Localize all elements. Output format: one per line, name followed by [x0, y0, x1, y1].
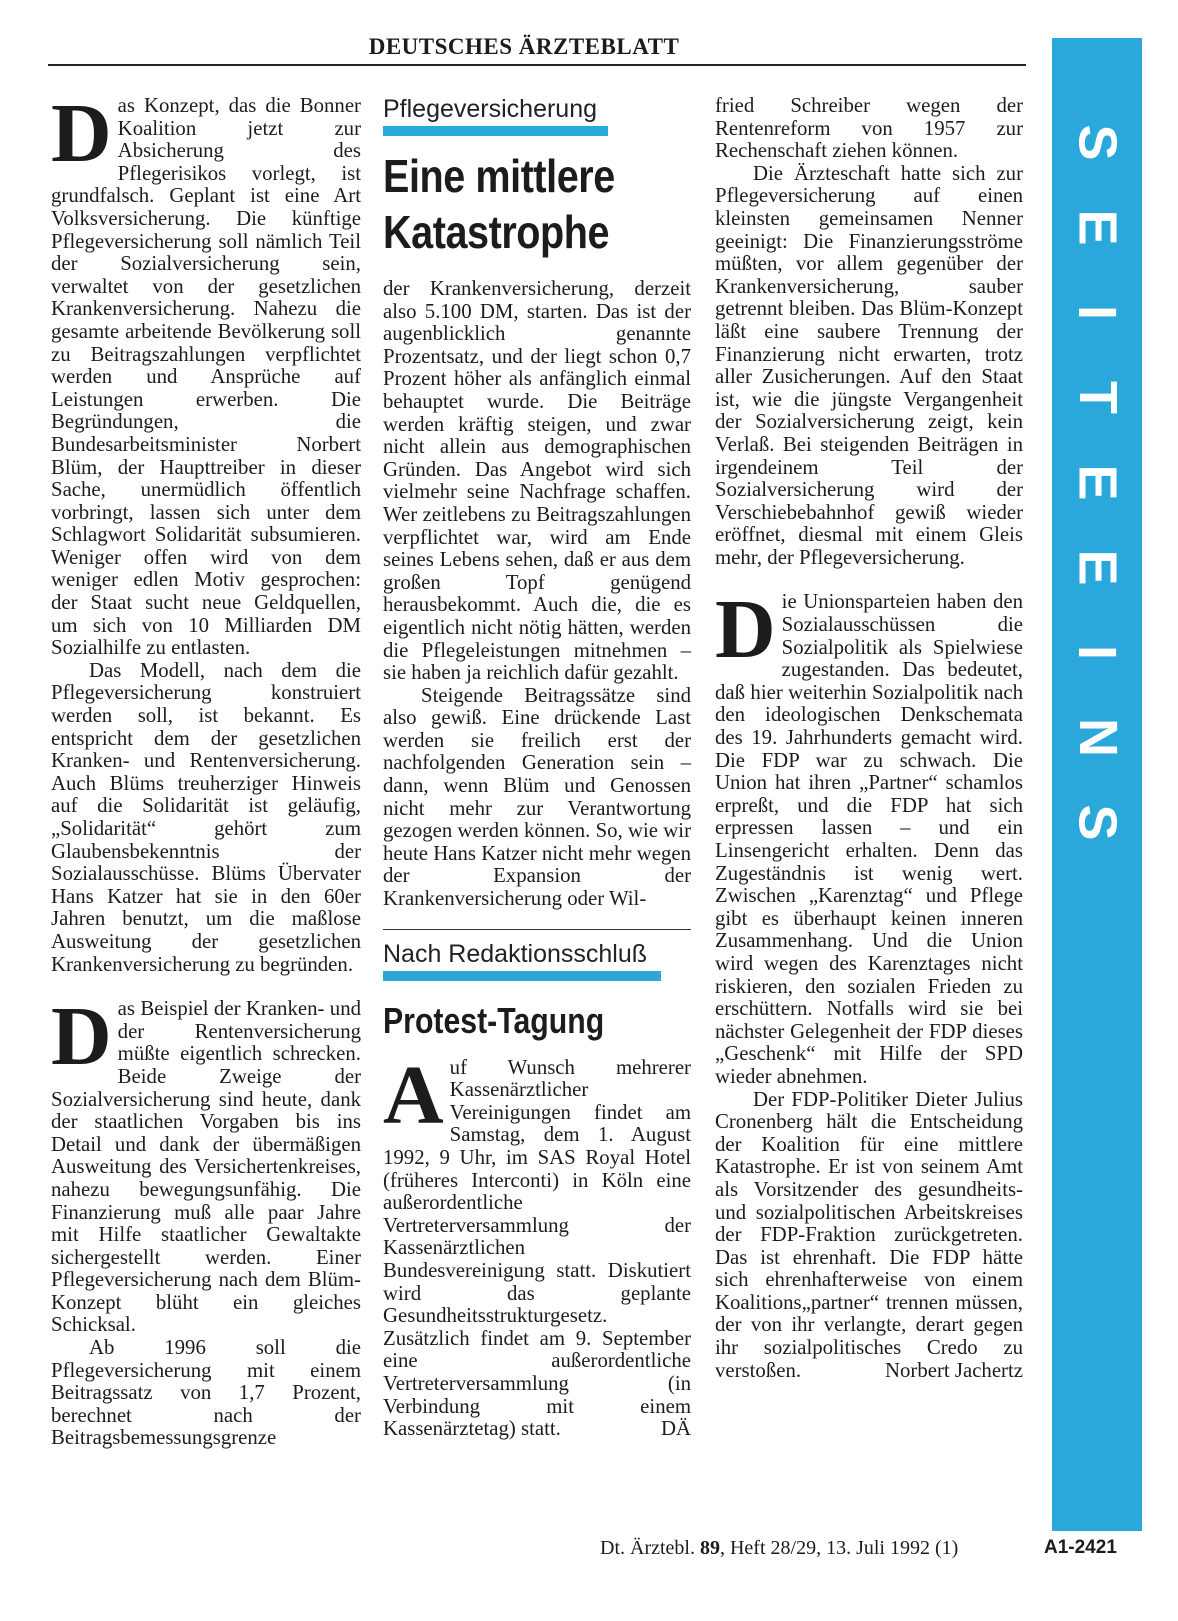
- paragraph: Die Unionsparteien haben den Sozialausschüssen die Sozialpolitik als Spielwiese zugestanden. Das bedeutet, daß hier weiterhin Sozialpolitik nach den ideologischen Denkschemata des 19. Jahrhunderts gemacht wird. Die FDP war zu schwach. Die Union hat ihren „Partner“ schamlos erpreßt, und die FDP hat sich erpressen lassen – und ein Linsengericht erhalten. Denn das Zugeständnis ist wenig wert. Zwischen „Karenztag“ und Pflege gibt es überhaupt keinen inneren Zusammenhang. Und die Union wird wegen des Karenztages nicht riskieren, den sozialen Frieden zu erschüttern. Notfalls wird sie bei nächster Gelegenheit der FDP dieses „Geschenk“ mit Hilfe der SPD wieder abnehmen.: [715, 583, 1023, 1088]
- page-number: A1-2421: [1044, 1537, 1117, 1558]
- paragraph: Steigende Beitragssätze sind also gewiß. Eine drückende Last werden sie freilich erst der nachfolgenden Generation sein – dann, wenn Blüm und Genossen nicht mehr zur Verantwortung gezogen werden können. So, wie wir heute Hans Katzer nicht mehr wegen der Expansion der Krankenversicherung oder Wil-: [383, 683, 691, 911]
- page-footer: Dt. Ärztebl. 89, Heft 28/29, 13. Juli 1992 (1): [600, 1537, 959, 1559]
- column-1: [51, 87, 361, 1450]
- sidebar-letter: I: [1067, 644, 1128, 661]
- paragraph: fried Schreiber wegen der Rentenreform von 1957 zur Rechenschaft ziehen können.: [715, 94, 1023, 163]
- kicker-bar: [383, 971, 661, 981]
- paragraph: Auf Wunsch mehrerer Kassenärztlicher Vereinigungen findet am Samstag, dem 1. August 1992, 9 Uhr, im SAS Royal Hotel (früheres Interconti) in Köln eine außerordentliche Vertreterversammlung der Kassenärztlichen Bundesvereinigung statt. Diskutiert wird das geplante Gesundheitsstrukturgesetz. Zusätzlich findet am 9. September eine außerordentliche Vertreterversammlung (in Verbindung mit einem Kassenärztetag) statt. DÄ: [383, 1048, 691, 1441]
- drop-cap: D: [51, 990, 112, 1084]
- article-headline: Eine mittlere Katastrophe: [383, 150, 615, 258]
- paragraph: Ab 1996 soll die Pflegeversicherung mit einem Beitragssatz von 1,7 Prozent, berechnet nach der Beitragsbemessungsgrenze: [51, 1336, 361, 1450]
- seite-eins-sidebar: [1052, 38, 1142, 1531]
- paragraph: Der FDP-Politiker Dieter Julius Cronenberg hält die Entscheidung der Koalition für eine mittlere Katastrophe. Er ist von seinem Amt als Vorsitzender des gesundheits- und sozialpolitischen Arbeitskreises der FDP-Fraktion zurückgetreten. Das ist ehrenhaft. Die FDP hätte sich ehrenhafterweise von einem Koalitions„partner“ trennen müssen, der von ihr verlangte, derart gegen ihr sozialpolitisches Credo zu verstoßen. Norbert Jachertz: [715, 1087, 1023, 1382]
- sidebar-letter: S: [1067, 124, 1128, 161]
- article-kicker: Pflegeversicherung: [383, 95, 598, 123]
- news-kicker: Nach Redaktionsschluß: [383, 939, 648, 968]
- sidebar-letter: E: [1067, 549, 1128, 586]
- author-signature: Norbert Jachertz: [885, 1358, 1023, 1382]
- paragraph: Das Beispiel der Kranken- und der Rentenversicherung müßte eigentlich schrecken. Beide Zweige der Sozialversicherung sind heute, dank der staatlichen Vorgaben bis ins Detail und dank der übermäßigen Ausweitung des Versichertenkreises, nahezu bewegungsunfähig. Die Finanzierung muß alle paar Jahre mit Hilfe staatlicher Gewaltakte sichergestellt werden. Einer Pflegeversicherung nach dem Blüm-Konzept blüht ein gleiches Schicksal.: [51, 990, 361, 1337]
- column-2: [383, 95, 691, 1441]
- section-rule: [383, 929, 691, 930]
- column-3: [715, 95, 1023, 1382]
- drop-cap: D: [715, 583, 776, 677]
- news-headline: Protest-Tagung: [383, 999, 605, 1041]
- paragraph: Die Ärzteschaft hatte sich zur Pflegeversicherung auf einen kleinsten gemeinsamen Nenner geeinigt: Die Finanzierungsströme müßten, vor allem gegenüber der Krankenversicherung, sauber getrennt bleiben. Das Blüm-Konzept läßt eine saubere Trennung der Finanzierung nicht erwarten, trotz aller Zusicherungen. Auf den Staat ist, wie die jüngste Vergangenheit der Sozialversicherung zeigt, kein Verlaß. Bei steigenden Beiträgen in irgendeinem Teil der Sozialversicherung wird der Verschiebebahnhof gewiß wieder eröffnet, diesmal mit einem Gleis mehr, der Pflegeversicherung.: [715, 161, 1023, 569]
- drop-cap: D: [51, 87, 112, 180]
- sidebar-letter: N: [1067, 718, 1128, 757]
- masthead-rule: [48, 64, 1026, 66]
- sidebar-letter: E: [1067, 209, 1128, 246]
- author-signature: DÄ: [660, 1417, 691, 1441]
- paragraph: Das Modell, nach dem die Pflegeversicherung konstruiert werden soll, ist bekannt. Es entspricht dem der gesetzlichen Kranken- und Rentenversicherung. Auch Blüms treuherziger Hinweis auf die Solidarität ist geläufig, „Solidarität“ gehört zum Glaubensbekenntnis der Sozialausschüsse. Blüms Übervater Hans Katzer hat sie in den 60er Jahren benutzt, um die maßlose Ausweitung der gesetzlichen Krankenversicherung zu begründen.: [51, 658, 361, 976]
- kicker-bar: [383, 126, 608, 136]
- sidebar-letter: T: [1067, 381, 1128, 414]
- sidebar-letter: E: [1067, 464, 1128, 501]
- sidebar-letter: S: [1067, 804, 1128, 841]
- sidebar-letter: I: [1067, 304, 1128, 321]
- paragraph: Das Konzept, das die Bonner Koalition jetzt zur Absicherung des Pflegerisikos vorlegt, ist grundfalsch. Geplant ist eine Art Volksversicherung. Die künftige Pflegeversicherung soll nämlich Teil der Sozialversicherung sein, verwaltet von der gesetzlichen Krankenversicherung. Nahezu die gesamte arbeitende Bevölkerung soll zu Beitragszahlungen verpflichtet werden und Ansprüche auf Leistungen erwerben. Die Begründungen, die Bundesarbeitsminister Norbert Blüm, der Haupttreiber in dieser Sache, unermüdlich öffentlich vorbringt, lassen sich unter dem Schlagwort Solidarität subsumieren. Weniger offen wird von dem weniger edlen Motiv gesprochen: der Staat sucht neue Geldquellen, um sich von 10 Milliarden DM Sozialhilfe zu entlasten.: [51, 87, 361, 660]
- paragraph: der Krankenversicherung, derzeit also 5.100 DM, starten. Das ist der augenblicklich genannte Prozentsatz, und der liegt schon 0,7 Prozent höher als anfänglich einmal behauptet wurde. Die Beiträge werden kräftig steigen, und zwar nicht allein aus demographischen Gründen. Das Angebot wird sich vielmehr seine Nachfrage schaffen. Wer zeitlebens zu Beitragszahlungen verpflichtet war, wird am Ende seines Lebens sehen, daß er aus dem großen Topf genügend herausbekommt. Auch die, die es eigentlich nicht nötig hätten, werden die Pflegeleistungen mitnehmen – sie haben ja reichlich dafür gezahlt.: [383, 277, 691, 685]
- masthead: DEUTSCHES ÄRZTEBLATT: [368, 34, 680, 59]
- drop-cap: A: [383, 1048, 444, 1142]
